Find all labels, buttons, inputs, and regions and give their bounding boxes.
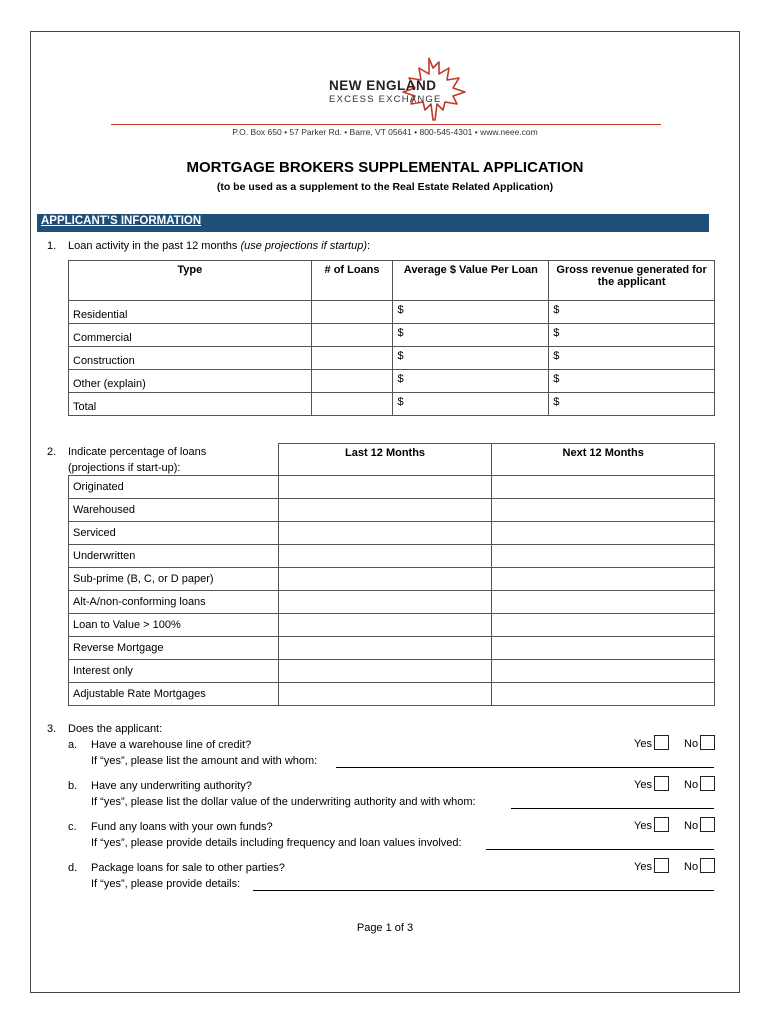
gross-revenue-input[interactable]: $ [549,393,715,416]
num-loans-input[interactable] [311,324,393,347]
form-page [30,31,740,993]
header-type: Type [69,261,312,301]
avg-value-input[interactable]: $ [393,393,549,416]
next-12-input[interactable] [492,637,715,660]
next-12-input[interactable] [492,545,715,568]
row-label: Loan to Value > 100% [69,614,279,637]
q1-text-after: : [367,240,371,252]
row-label: Alt-A/non-conforming loans [69,591,279,614]
last-12-input[interactable] [278,637,492,660]
q3a-answer-line[interactable] [336,767,714,768]
next-12-input[interactable] [492,683,715,706]
row-type-label: Construction [69,347,312,370]
header-gross-revenue: Gross revenue generated for the applicant [549,261,715,301]
q3a-yes-no [634,735,715,750]
logo-line1: NEW ENGLAND [329,78,437,93]
q3c-followup: If “yes”, please provide details including frequency and loan values involved: [91,837,462,849]
q3d-yes-checkbox[interactable] [654,858,669,873]
row-label: Underwritten [69,545,279,568]
q3d-letter: d. [68,862,78,874]
q3b-yes-no [634,776,715,791]
next-12-input[interactable] [492,660,715,683]
q3c-letter: c. [68,821,77,833]
table-row [69,476,715,499]
header-rule [111,124,661,125]
row-label: Interest only [69,660,279,683]
header-next-12-months: Next 12 Months [492,444,715,476]
q3b-letter: b. [68,780,78,792]
table-row [69,545,715,568]
row-label: Serviced [69,522,279,545]
avg-value-input[interactable]: $ [393,347,549,370]
yes-label: Yes [634,779,652,791]
row-label: Originated [69,476,279,499]
q2-text-line2: (projections if start-up): [68,462,181,474]
last-12-input[interactable] [278,614,492,637]
q3c-question: Fund any loans with your own funds? [91,821,273,833]
last-12-input[interactable] [278,522,492,545]
gross-revenue-input[interactable]: $ [549,370,715,393]
next-12-input[interactable] [492,499,715,522]
q3d-no-checkbox[interactable] [700,858,715,873]
last-12-input[interactable] [278,499,492,522]
table-row [69,591,715,614]
q3c-no-checkbox[interactable] [700,817,715,832]
row-type-label: Total [69,393,312,416]
table-row [69,324,715,347]
loan-percentage-table [68,443,715,706]
q3-text: Does the applicant: [68,723,163,735]
no-label: No [684,779,699,791]
logo-line2: EXCESS EXCHANGE [329,94,442,105]
last-12-input[interactable] [278,545,492,568]
gross-revenue-input[interactable]: $ [549,324,715,347]
q2-number: 2. [47,446,57,458]
q3c-yes-no [634,817,715,832]
q3d-followup: If “yes”, please provide details: [91,878,241,890]
q3c-yes-checkbox[interactable] [654,817,669,832]
header-avg-value: Average $ Value Per Loan [393,261,549,301]
q1-number: 1. [47,240,57,252]
row-label: Reverse Mortgage [69,637,279,660]
row-type-label: Other (explain) [69,370,312,393]
avg-value-input[interactable]: $ [393,370,549,393]
q3a-followup: If “yes”, please list the amount and with whom: [91,755,318,767]
next-12-input[interactable] [492,476,715,499]
gross-revenue-input[interactable]: $ [549,301,715,324]
table-row [69,301,715,324]
next-12-input[interactable] [492,591,715,614]
q3a-no-checkbox[interactable] [700,735,715,750]
no-label: No [684,820,699,832]
loan-activity-table [68,260,715,416]
q3d-question: Package loans for sale to other parties? [91,862,285,874]
table-row [69,370,715,393]
q1-text-main: Loan activity in the past 12 months [68,240,241,252]
table-row [69,614,715,637]
next-12-input[interactable] [492,522,715,545]
header-num-loans: # of Loans [311,261,393,301]
header-last-12-months: Last 12 Months [278,444,492,476]
q3a-letter: a. [68,739,78,751]
row-type-label: Residential [69,301,312,324]
q3b-answer-line[interactable] [511,808,714,809]
num-loans-input[interactable] [311,370,393,393]
q3a-question: Have a warehouse line of credit? [91,739,252,751]
row-label: Sub-prime (B, C, or D paper) [69,568,279,591]
row-type-label: Commercial [69,324,312,347]
last-12-input[interactable] [278,660,492,683]
page-title: MORTGAGE BROKERS SUPPLEMENTAL APPLICATION [186,159,584,176]
company-logo [329,56,469,122]
header-spacer [69,444,279,476]
no-label: No [684,738,699,750]
section-header-applicant: APPLICANT’S INFORMATION [37,214,709,232]
q3d-answer-line[interactable] [253,890,714,891]
next-12-input[interactable] [492,614,715,637]
q3a-yes-checkbox[interactable] [654,735,669,750]
table-row [69,393,715,416]
q3d-yes-no [634,858,715,873]
row-label: Warehoused [69,499,279,522]
last-12-input[interactable] [278,568,492,591]
avg-value-input[interactable]: $ [393,324,549,347]
q1-text-italic: (use projections if startup) [240,240,367,252]
table-row [69,637,715,660]
table-row [69,522,715,545]
yes-label: Yes [634,820,652,832]
last-12-input[interactable] [278,683,492,706]
last-12-input[interactable] [278,476,492,499]
num-loans-input[interactable] [311,301,393,324]
table-row [69,660,715,683]
num-loans-input[interactable] [311,393,393,416]
table-row [69,499,715,522]
q2-text-line1: Indicate percentage of loans [68,446,207,458]
q3c-answer-line[interactable] [486,849,714,850]
q3b-yes-checkbox[interactable] [654,776,669,791]
num-loans-input[interactable] [311,347,393,370]
yes-label: Yes [634,861,652,873]
table-row [69,568,715,591]
no-label: No [684,861,699,873]
company-address: P.O. Box 650 • 57 Parker Rd. • Barre, VT 05641 • 800-545-4301 • www.neee.com [232,127,538,137]
q3b-question: Have any underwriting authority? [91,780,252,792]
q3-number: 3. [47,723,57,735]
table-row [69,347,715,370]
page-subtitle: (to be used as a supplement to the Real Estate Related Application) [216,181,554,193]
next-12-input[interactable] [492,568,715,591]
q1-text [68,240,370,252]
q3b-followup: If “yes”, please list the dollar value of the underwriting authority and with whom: [91,796,476,808]
last-12-input[interactable] [278,591,492,614]
avg-value-input[interactable]: $ [393,301,549,324]
page-number: Page 1 of 3 [356,922,414,934]
table-row [69,683,715,706]
q3b-no-checkbox[interactable] [700,776,715,791]
row-label: Adjustable Rate Mortgages [69,683,279,706]
gross-revenue-input[interactable]: $ [549,347,715,370]
yes-label: Yes [634,738,652,750]
